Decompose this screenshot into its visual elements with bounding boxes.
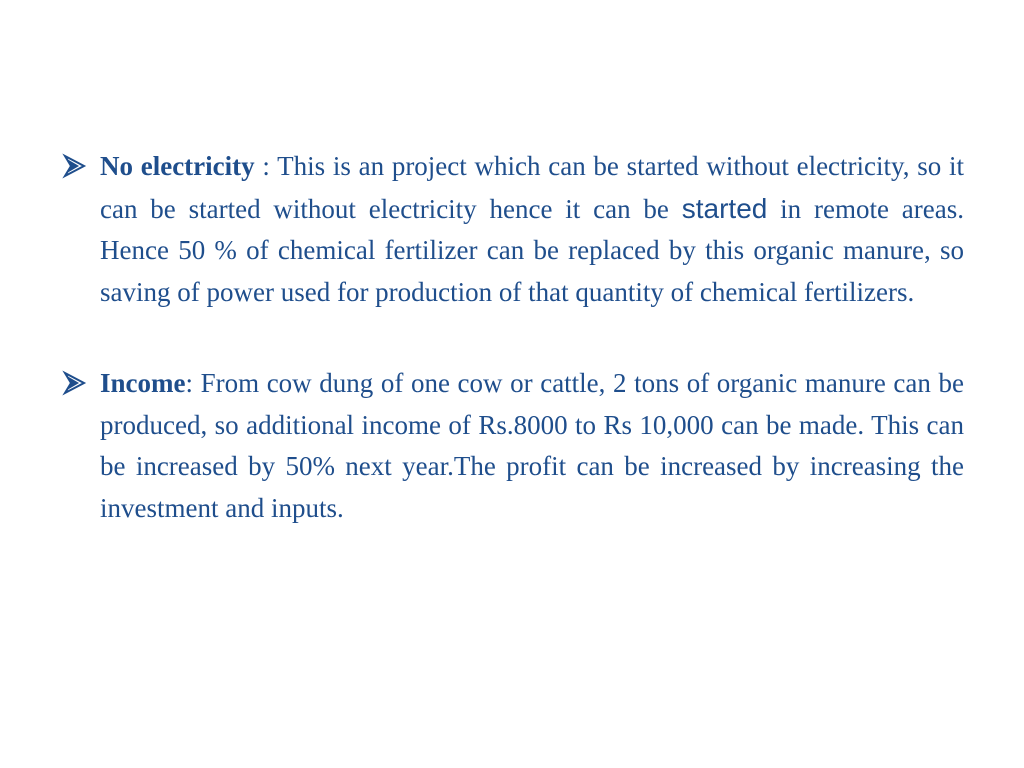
bullet-text: : From cow dung of one cow or cattle, 2 tons of organic manure can be produced, so additional income of Rs.8000 to Rs 10,000 can be made. This can be increased by 50% next year.The profit can be increased by increasing the investment and inputs. xyxy=(100,368,964,523)
bullet-term: No electricity xyxy=(100,151,255,181)
bullet-income xyxy=(62,363,964,529)
arrow-bullet-icon xyxy=(62,153,88,179)
slide-content xyxy=(62,146,964,579)
bullet-term: Income xyxy=(100,368,186,398)
bullet-highlight-word: started xyxy=(681,192,768,224)
bullet-text-continued: in remote areas. Hence 50 % of chemical fertilizer can be replaced by this organic manure, so saving of power used for production of that quantity of chemical fertilizers. xyxy=(100,193,964,307)
bullet-no-electricity xyxy=(62,146,964,313)
bullet-text: : This is an project which can be started without electricity, so it can be started without electricity hence it can be xyxy=(100,151,964,224)
arrow-bullet-icon xyxy=(62,370,88,396)
